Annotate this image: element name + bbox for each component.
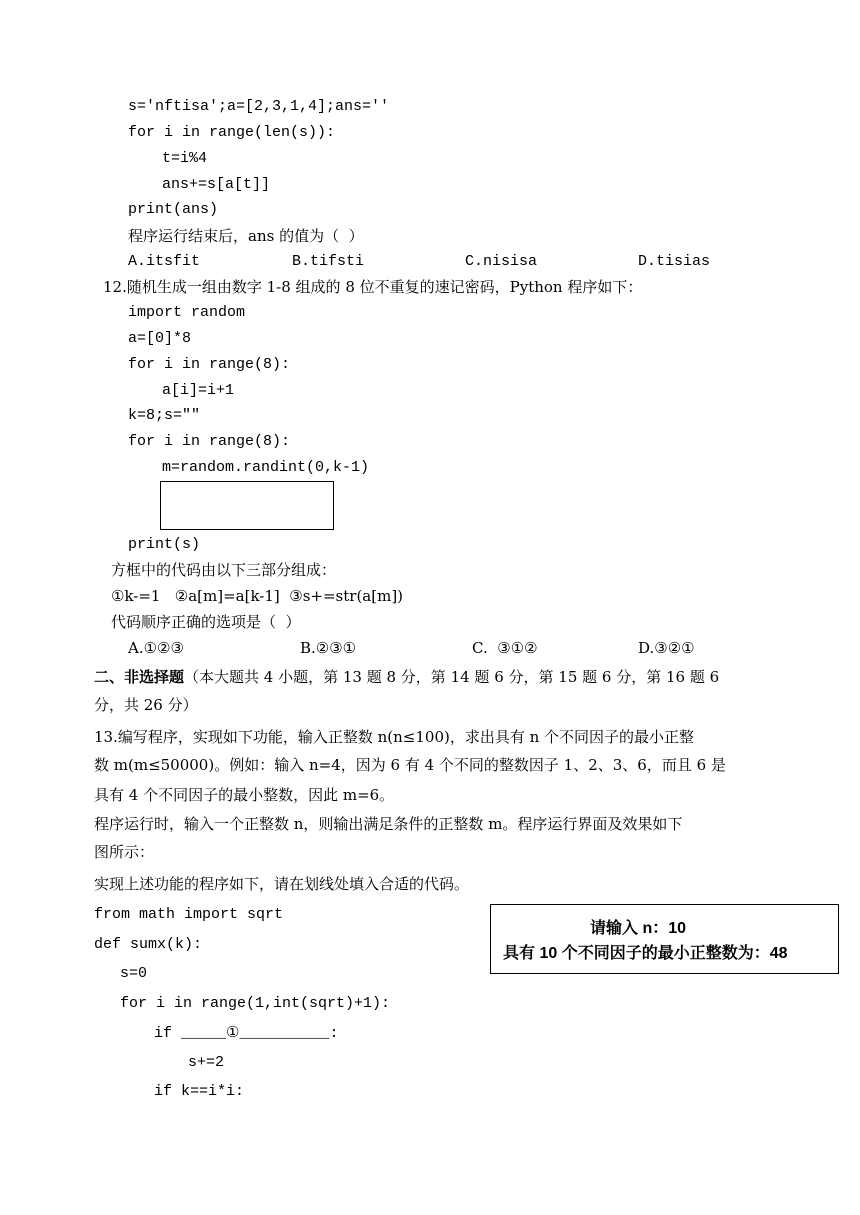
q11-option-d: D.tisias [638,253,711,270]
q12-parts: ①k-=1 ②a[m]=a[k-1] ③s+=str(a[m]) [111,587,404,605]
q13-text: 图所示： [94,843,155,861]
q12-option-a: A.①②③ [128,639,184,657]
q11-code-line: ans+=s[a[t]] [162,176,271,193]
output-prompt: 请输入 n：10 [590,920,687,937]
q13-code-line: if _____①__________: [154,1025,339,1042]
q11-question: 程序运行结束后，ans 的值为（ ） [128,227,364,245]
section-heading-line [94,667,719,687]
q12-option-b: B.②③① [300,639,357,657]
section-description-cont: 分，共 26 分） [94,696,198,714]
section-heading: 二、非选择题 [94,668,185,686]
q11-option-c: C.nisisa [465,253,538,270]
q11-code-line: s='nftisa';a=[2,3,1,4];ans='' [128,98,390,115]
q12-stem: 12.随机生成一组由数字 1-8 组成的 8 位不重复的速记密码，Python 程序如下： [103,278,643,296]
q11-option-a: A.itsfit [128,253,201,270]
q12-code-line: a=[0]*8 [128,330,192,347]
q12-option-d: D.③②① [638,639,695,657]
q13-text: 13.编写程序，实现如下功能，输入正整数 n(n≤100)，求出具有 n 个不同因子的最小正整 [94,728,695,746]
q12-code-line: for i in range(8): [128,433,291,450]
q13-text: 程序运行时，输入一个正整数 n，则输出满足条件的正整数 m。程序运行界面及效果如下 [94,815,683,833]
q11-code-line: for i in range(len(s)): [128,124,336,141]
q12-code-line: a[i]=i+1 [162,382,235,399]
q12-code-line: print(s) [128,536,201,553]
q12-code-line: import random [128,304,246,321]
q11-code-line: print(ans) [128,201,219,218]
q13-code-line: for i in range(1,int(sqrt)+1): [120,995,391,1012]
q12-code-line: k=8;s="" [128,407,201,424]
q13-code-line: s=0 [120,965,148,982]
section-description: （本大题共 4 小题，第 13 题 8 分，第 14 题 6 分，第 15 题 6 分，第 16 题 6 [184,668,720,686]
q13-text: 实现上述功能的程序如下，请在划线处填入合适的代码。 [94,875,470,893]
q12-option-c: C. ③①② [472,639,538,657]
q12-code-line: m=random.randint(0,k-1) [162,459,370,476]
q13-text: 具有 4 个不同因子的最小整数，因此 m=6。 [94,786,395,804]
program-output-box [490,904,839,974]
q13-code-line: s+=2 [188,1054,225,1071]
q13-code-line: if k==i*i: [154,1083,245,1100]
q13-text: 数 m(m≤50000)。例如：输入 n=4，因为 6 有 4 个不同的整数因子 1、2、3、6，而且 6 是 [94,756,726,774]
q12-question: 代码顺序正确的选项是（ ） [111,613,301,631]
code-blank-box [160,481,334,530]
q13-code-line: def sumx(k): [94,936,203,953]
q11-code-line: t=i%4 [162,150,208,167]
q12-code-line: for i in range(8): [128,356,291,373]
q13-code-line: from math import sqrt [94,906,284,923]
q12-note: 方框中的代码由以下三部分组成： [111,561,337,579]
output-result: 具有 10 个不同因子的最小正整数为：48 [503,945,788,962]
q11-option-b: B.tifsti [292,253,365,270]
